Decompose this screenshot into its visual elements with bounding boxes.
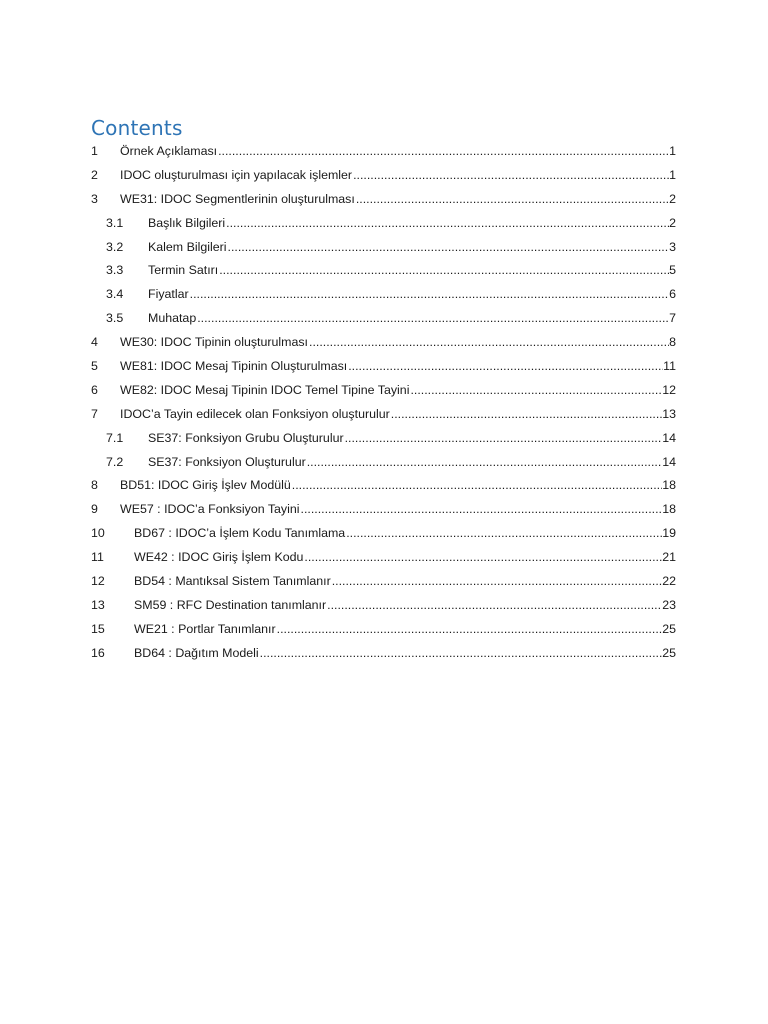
toc-entry-page: 3: [669, 239, 676, 254]
toc-entry-link[interactable]: [148, 213, 676, 233]
toc-entry[interactable]: [0, 499, 768, 523]
toc-entry-number: 5: [91, 359, 98, 374]
toc-entry-number: 7.1: [106, 430, 124, 445]
toc-entry-link[interactable]: [148, 428, 676, 448]
toc-entry[interactable]: [0, 475, 768, 499]
toc-entry-link[interactable]: [134, 523, 676, 543]
toc-dot-leader: [327, 595, 662, 615]
toc-entry-number: 8: [91, 478, 98, 493]
toc-entry-number: 9: [91, 502, 98, 517]
toc-entry-title: BD67 : IDOC’a İşlem Kodu Tanımlama: [134, 526, 346, 541]
toc-entry-page: 12: [662, 382, 676, 397]
toc-entry[interactable]: [0, 260, 768, 284]
toc-entry-page: 14: [662, 430, 676, 445]
toc-entry[interactable]: [0, 213, 768, 237]
toc-entry[interactable]: [0, 356, 768, 380]
toc-entry-page: 21: [662, 550, 676, 565]
toc-entry-title: WE21 : Portlar Tanımlanır: [134, 621, 276, 636]
toc-entry[interactable]: [0, 547, 768, 571]
toc-entry-link[interactable]: [148, 452, 676, 472]
toc-entry-number: 15: [91, 621, 105, 636]
toc-entry-link[interactable]: [120, 475, 676, 495]
toc-entry-page: 1: [669, 167, 676, 182]
toc-dot-leader: [353, 165, 669, 185]
toc-entry[interactable]: [0, 284, 768, 308]
toc-dot-leader: [307, 452, 662, 472]
toc-entry-page: 22: [662, 574, 676, 589]
toc-entry-number: 4: [91, 335, 98, 350]
toc-dot-leader: [218, 141, 669, 161]
toc-entry-page: 25: [662, 645, 676, 660]
toc-entry-title: IDOC oluşturulması için yapılacak işlemler: [120, 167, 353, 182]
toc-dot-leader: [228, 237, 670, 257]
toc-entry-page: 14: [662, 454, 676, 469]
toc-entry-title: Kalem Bilgileri: [148, 239, 227, 254]
toc-entry-title: SM59 : RFC Destination tanımlanır: [134, 597, 327, 612]
toc-entry[interactable]: [0, 523, 768, 547]
toc-dot-leader: [197, 308, 669, 328]
toc-entry[interactable]: [0, 619, 768, 643]
toc-entry-page: 8: [669, 335, 676, 350]
toc-entry-number: 16: [91, 645, 105, 660]
toc-entry-page: 2: [669, 215, 676, 230]
toc-dot-leader: [260, 643, 663, 663]
toc-entry-link[interactable]: [120, 499, 676, 519]
toc-dot-leader: [226, 213, 669, 233]
toc-entry[interactable]: [0, 595, 768, 619]
toc-entry-page: 23: [662, 597, 676, 612]
toc-dot-leader: [309, 332, 669, 352]
toc-entry-link[interactable]: [120, 165, 676, 185]
toc-heading: Contents: [91, 116, 183, 140]
toc-entry[interactable]: [0, 452, 768, 476]
toc-entry-page: 25: [662, 621, 676, 636]
toc-entry-number: 7.2: [106, 454, 124, 469]
toc-entry-page: 2: [669, 191, 676, 206]
toc-entry-number: 3.5: [106, 311, 124, 326]
toc-entry-number: 3.3: [106, 263, 124, 278]
toc-entry-page: 13: [662, 406, 676, 421]
toc-entry-title: WE81: IDOC Mesaj Tipinin Oluşturulması: [120, 359, 348, 374]
toc-dot-leader: [301, 499, 663, 519]
toc-list: [0, 141, 768, 667]
toc-entry-page: 18: [662, 478, 676, 493]
toc-dot-leader: [410, 380, 662, 400]
toc-dot-leader: [190, 284, 669, 304]
toc-dot-leader: [332, 571, 662, 591]
toc-entry-title: BD64 : Dağıtım Modeli: [134, 645, 259, 660]
toc-entry-title: WE82: IDOC Mesaj Tipinin IDOC Temel Tipine Tayini: [120, 382, 410, 397]
toc-entry-page: 6: [669, 287, 676, 302]
toc-entry-title: Termin Satırı: [148, 263, 219, 278]
toc-dot-leader: [348, 356, 663, 376]
toc-entry[interactable]: [0, 237, 768, 261]
toc-entry-link[interactable]: [148, 260, 676, 280]
toc-entry-title: Fiyatlar: [148, 287, 189, 302]
toc-entry-title: Örnek Açıklaması: [120, 144, 218, 158]
toc-entry-link[interactable]: [148, 237, 676, 257]
toc-dot-leader: [346, 523, 662, 543]
toc-entry-page: 11: [663, 359, 676, 374]
toc-entry-title: IDOC’a Tayin edilecek olan Fonksiyon oluşturulur: [120, 406, 390, 421]
toc-entry-page: 19: [662, 526, 676, 541]
toc-entry[interactable]: [0, 165, 768, 189]
toc-entry[interactable]: [0, 643, 768, 667]
toc-entry-number: 10: [91, 526, 105, 541]
toc-entry[interactable]: [0, 141, 768, 165]
toc-entry-link[interactable]: [120, 189, 676, 209]
toc-entry-number: 3.4: [106, 287, 124, 302]
toc-entry-page: 1: [669, 144, 676, 158]
toc-entry-link[interactable]: [148, 284, 676, 304]
toc-entry-number: 3.2: [106, 239, 124, 254]
toc-entry-page: 18: [662, 502, 676, 517]
toc-entry-number: 11: [91, 550, 104, 565]
toc-entry-link[interactable]: [120, 404, 676, 424]
toc-entry-link[interactable]: [134, 595, 676, 615]
toc-entry-number: 6: [91, 382, 98, 397]
toc-entry[interactable]: [0, 189, 768, 213]
toc-entry-number: 7: [91, 406, 98, 421]
toc-entry-number: 3.1: [106, 215, 124, 230]
toc-entry-title: WE57 : IDOC’a Fonksiyon Tayini: [120, 502, 300, 517]
toc-entry-link[interactable]: [134, 547, 676, 567]
toc-dot-leader: [345, 428, 663, 448]
toc-entry[interactable]: [0, 404, 768, 428]
toc-entry-link[interactable]: [134, 619, 676, 639]
toc-entry-title: WE42 : IDOC Giriş İşlem Kodu: [134, 550, 304, 565]
toc-entry-link[interactable]: [148, 308, 676, 328]
toc-entry-title: Muhatap: [148, 311, 197, 326]
toc-entry-number: 13: [91, 597, 105, 612]
toc-entry-number: 12: [91, 574, 105, 589]
toc-dot-leader: [391, 404, 662, 424]
toc-entry-title: BD54 : Mantıksal Sistem Tanımlanır: [134, 574, 331, 589]
toc-dot-leader: [277, 619, 663, 639]
toc-dot-leader: [292, 475, 662, 495]
toc-entry-number: 2: [91, 167, 98, 182]
toc-entry-number: 1: [91, 144, 98, 158]
toc-entry-link[interactable]: [134, 643, 676, 663]
toc-entry-title: BD51: IDOC Giriş İşlev Modülü: [120, 478, 291, 493]
toc-entry[interactable]: [0, 380, 768, 404]
toc-entry-link[interactable]: [120, 380, 676, 400]
toc-entry[interactable]: [0, 428, 768, 452]
toc-entry-title: SE37: Fonksiyon Grubu Oluşturulur: [148, 430, 344, 445]
toc-entry-title: SE37: Fonksiyon Oluşturulur: [148, 454, 306, 469]
toc-entry-link[interactable]: [120, 332, 676, 352]
toc-dot-leader: [304, 547, 662, 567]
toc-entry-title: WE31: IDOC Segmentlerinin oluşturulması: [120, 191, 355, 206]
toc-entry-page: 7: [669, 311, 676, 326]
toc-entry-link[interactable]: [120, 356, 676, 376]
toc-entry-title: Başlık Bilgileri: [148, 215, 226, 230]
toc-entry[interactable]: [0, 332, 768, 356]
toc-entry[interactable]: [0, 308, 768, 332]
toc-entry-link[interactable]: [134, 571, 676, 591]
toc-entry-link[interactable]: [120, 141, 676, 161]
toc-entry-title: WE30: IDOC Tipinin oluşturulması: [120, 335, 308, 350]
toc-entry-number: 3: [91, 191, 98, 206]
toc-dot-leader: [356, 189, 669, 209]
toc-entry-page: 5: [669, 263, 676, 278]
toc-dot-leader: [219, 260, 669, 280]
toc-entry[interactable]: [0, 571, 768, 595]
